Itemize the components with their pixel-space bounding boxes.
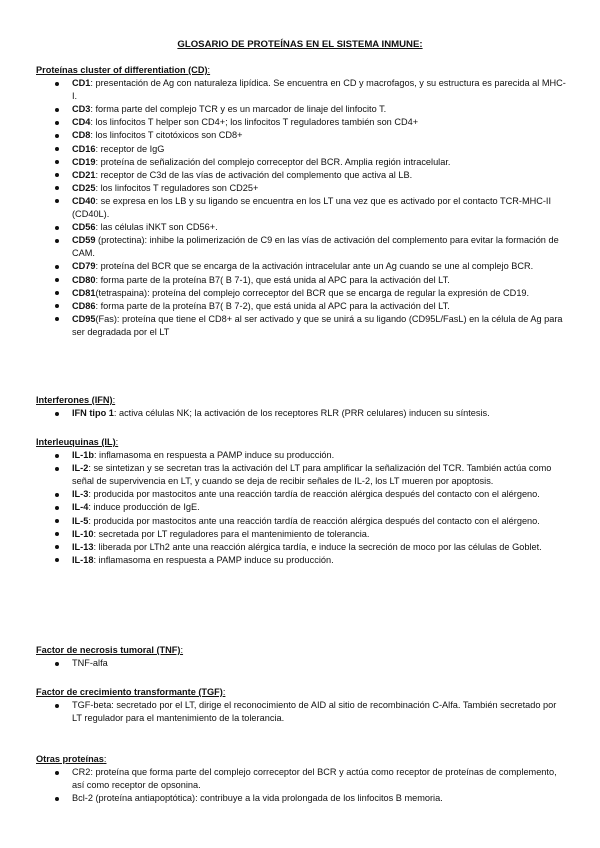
item-term: CD21 — [72, 169, 96, 180]
item-term: CD79 — [72, 261, 96, 272]
list-item — [36, 657, 566, 670]
item-term: IL-3 — [72, 489, 89, 500]
item-text: : liberada por LTh2 ante una reacción alérgica tardía, e induce la secreción de moco por las células de Goblet. — [93, 541, 542, 552]
list-item — [36, 449, 566, 462]
item-term: CD40 — [72, 195, 96, 206]
item-term: CD16 — [72, 143, 96, 154]
item-text: : se expresa en los LB y su ligando se encuentra en los LT una vez que es activado por el contacto TCR-MHC-II (CD40L). — [72, 195, 552, 220]
item-term: CD8 — [72, 130, 91, 141]
list-item — [36, 515, 566, 528]
section-tnf — [36, 644, 566, 670]
item-text: TNF-alfa — [72, 658, 108, 669]
item-text: : secretada por LT reguladores para el mantenimiento de tolerancia. — [93, 528, 370, 539]
item-text: : producida por mastocitos ante una reacción tardía de reacción alérgica después del contacto con el alérgeno. — [88, 515, 540, 526]
item-text: : producida por mastocitos ante una reacción tardía de reacción alérgica después del contacto con el alérgeno. — [88, 489, 540, 500]
item-term: CD4 — [72, 117, 91, 128]
section-il — [36, 436, 566, 567]
item-text: : forma parte de la proteína B7( B 7-1), que está unida al APC para la activación del LT. — [95, 274, 450, 285]
list-item — [36, 234, 566, 260]
list-item — [36, 501, 566, 514]
list-item — [36, 287, 566, 300]
item-term: IL-2 — [72, 463, 89, 474]
item-text: : las células iNKT son CD56+. — [95, 222, 218, 233]
section-heading: Factor de crecimiento transformante (TGF): — [36, 687, 226, 697]
item-text: : se sintetizan y se secretan tras la activación del LT para amplificar la señalización del TCR. También actúa como señal de supervivencia en LT, y cuando se deja de recibir señales de IL-2, los LT mueren por apoptosis. — [72, 463, 552, 487]
list-item — [36, 300, 566, 313]
section-cd — [36, 64, 566, 339]
section-heading: Proteínas cluster of differentiation (CD): — [36, 65, 211, 75]
list-item — [36, 528, 566, 541]
item-text: : receptor de IgG — [95, 143, 165, 154]
bullet-list — [36, 77, 566, 339]
bullet-list — [36, 407, 566, 420]
list-item — [36, 792, 566, 805]
list-item — [36, 129, 566, 142]
item-term: CD19 — [72, 156, 96, 167]
list-item — [36, 407, 566, 420]
list-item — [36, 699, 566, 725]
item-term: IL-1b — [72, 450, 94, 461]
section-heading-text: Factor de crecimiento transformante (TGF) — [36, 687, 223, 697]
section-heading: Factor de necrosis tumoral (TNF): — [36, 645, 184, 655]
list-item — [36, 462, 566, 488]
item-term: IL-13 — [72, 541, 94, 552]
section-heading: Interleuquinas (IL): — [36, 437, 119, 447]
section-heading-text: Factor de necrosis tumoral (TNF) — [36, 645, 181, 655]
section-heading-text: Interleuquinas (IL) — [36, 437, 116, 447]
section-heading-text: Otras proteínas — [36, 754, 104, 764]
item-text: : los linfocitos T reguladores son CD25+ — [95, 182, 259, 193]
list-item — [36, 182, 566, 195]
item-term: CD86 — [72, 300, 96, 311]
item-text: : induce producción de IgE. — [88, 502, 200, 513]
item-term: CD25 — [72, 182, 96, 193]
section-heading: Otras proteínas: — [36, 754, 107, 764]
section-tgf — [36, 686, 566, 725]
item-term: CD81 — [72, 287, 96, 298]
item-text: : forma parte de la proteína B7( B 7-2), que está unida al APC para la activación del LT. — [95, 300, 450, 311]
item-text: Bcl-2 (proteína antiapoptótica): contribuye a la vida prolongada de los linfocitos B memoria. — [72, 793, 443, 804]
bullet-list — [36, 699, 566, 725]
section-heading: Interferones (IFN): — [36, 395, 116, 405]
item-term: IL-10 — [72, 528, 94, 539]
item-text: : los linfocitos T helper son CD4+; los linfocitos T reguladores también son CD4+ — [90, 117, 419, 128]
item-term: CD1 — [72, 78, 91, 89]
item-text: (tetraspaina): proteína del complejo correceptor del BCR que se encarga de regular la expresión de CD19. — [95, 287, 530, 298]
item-text: TGF-beta: secretado por el LT, dirige el reconocimiento de AID al sitio de recombinación C-Alfa. También secretado por LT regulador para el mantenimiento de la tolerancia. — [72, 700, 557, 724]
section-otras — [36, 753, 566, 805]
item-text: : los linfocitos T citotóxicos son CD8+ — [90, 130, 243, 141]
list-item — [36, 195, 566, 221]
list-item — [36, 260, 566, 273]
item-term: IL-18 — [72, 554, 94, 565]
item-text: : inflamasoma en respuesta a PAMP induce su producción. — [93, 450, 335, 461]
list-item — [36, 169, 566, 182]
list-item — [36, 143, 566, 156]
item-text: : receptor de C3d de las vías de activación del complemento que activa al LB. — [95, 169, 413, 180]
bullet-list — [36, 766, 566, 805]
item-term: CD80 — [72, 274, 96, 285]
bullet-list — [36, 657, 566, 670]
list-item — [36, 541, 566, 554]
document-title: GLOSARIO DE PROTEÍNAS EN EL SISTEMA INMUNE: — [177, 39, 423, 50]
item-term: CD56 — [72, 222, 96, 233]
item-text: CR2: proteína que forma parte del complejo correceptor del BCR y actúa como receptor de proteínas de complemento, así como receptor de opsonina. — [72, 767, 557, 791]
item-text: : forma parte del complejo TCR y es un marcador de linaje del linfocito T. — [90, 104, 387, 115]
item-term: CD59 — [72, 235, 96, 246]
list-item — [36, 766, 566, 792]
list-item — [36, 156, 566, 169]
item-text: : proteína del BCR que se encarga de la activación intracelular ante un Ag cuando se une al complejo BCR. — [95, 261, 534, 272]
item-text: (Fas): proteína que tiene el CD8+ al ser activado y que se unirá a su ligando (CD95L/FasL) en la célula de Ag para ser degradada por el LT — [72, 313, 563, 337]
list-item — [36, 274, 566, 287]
item-text: (protectina): inhibe la polimerización de C9 en las vías de activación del complemento para evitar la formación de CAM. — [72, 235, 559, 259]
item-term: CD3 — [72, 104, 91, 115]
list-item — [36, 554, 566, 567]
bullet-list — [36, 449, 566, 567]
item-term: IL-4 — [72, 502, 89, 513]
section-heading-text: Interferones (IFN) — [36, 395, 113, 405]
item-text: : activa células NK; la activación de los receptores RLR (PRR celulares) inducen su síntesis. — [113, 408, 490, 419]
list-item — [36, 116, 566, 129]
list-item — [36, 488, 566, 501]
list-item — [36, 103, 566, 116]
section-ifn — [36, 394, 566, 420]
item-text: : proteína de señalización del complejo correceptor del BCR. Amplia región intracelular. — [95, 156, 451, 167]
item-term: CD95 — [72, 313, 96, 324]
item-term: IL-5 — [72, 515, 89, 526]
list-item — [36, 313, 566, 339]
section-heading-text: Proteínas cluster of differentiation (CD) — [36, 65, 208, 75]
list-item — [36, 221, 566, 234]
item-text: : inflamasoma en respuesta a PAMP induce su producción. — [93, 554, 334, 565]
item-term: IFN tipo 1 — [72, 408, 114, 419]
item-text: : presentación de Ag con naturaleza lipídica. Se encuentra en CD y macrofagos, y su estructura es parecida al MHC-I. — [72, 78, 566, 102]
list-item — [36, 77, 566, 103]
